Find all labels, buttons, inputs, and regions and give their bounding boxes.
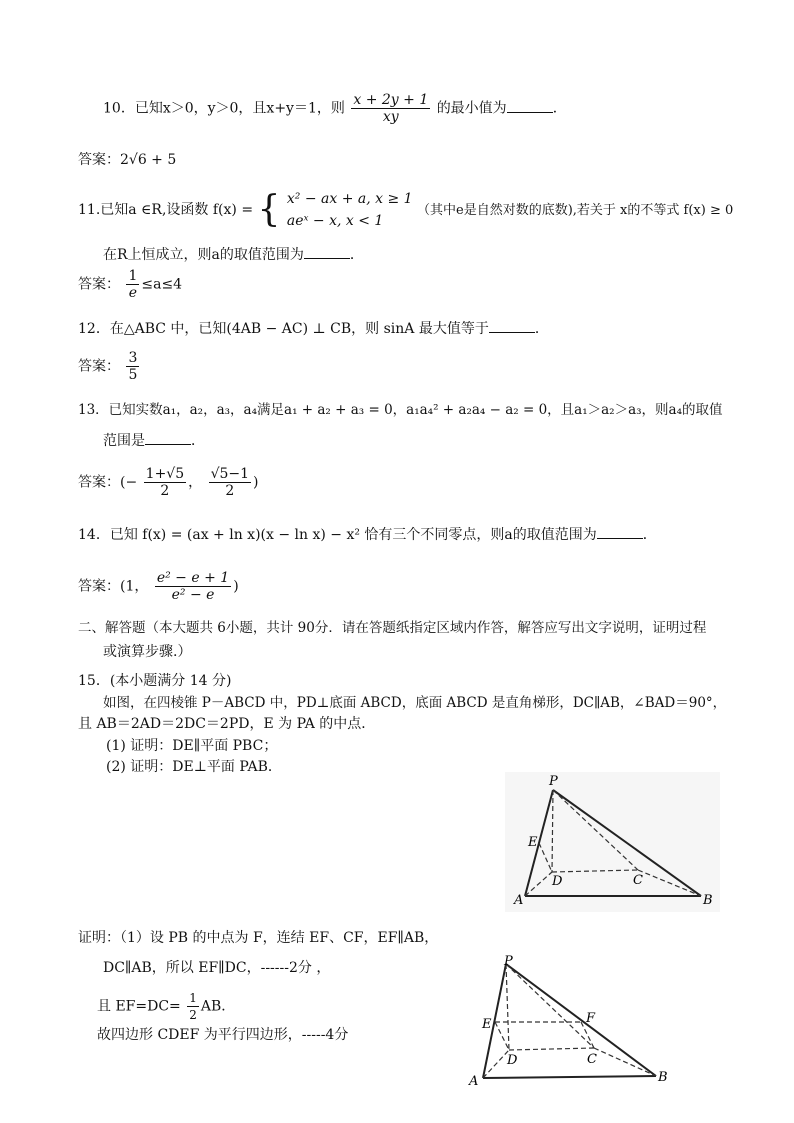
q10-frac-numerator: x + 2y + 1 <box>353 92 429 108</box>
edge-PD <box>506 964 509 1050</box>
q11-answer-numerator: 1 <box>128 268 138 284</box>
proof-text-3a: 且 EF=DC= <box>97 998 181 1015</box>
q15-heading: 15．(本小题满分 14 分) <box>78 673 232 689</box>
q11-answer-denominator: e <box>128 285 138 301</box>
q14-answer-blank <box>597 524 643 539</box>
q13-line2-text: 范围是 <box>103 433 145 449</box>
proof-frac-numerator: 1 <box>189 991 197 1005</box>
edge-AB <box>483 1076 656 1078</box>
edge-DC <box>509 1048 594 1050</box>
proof-text-4: 故四边形 CDEF 为平行四边形，-----4分 <box>97 1027 349 1043</box>
q15-subquestion-1: (1) 证明：DE∥平面 PBC； <box>106 738 278 754</box>
q15-paragraph-1: 如图，在四棱锥 P－ABCD 中，PD⊥底面 ABCD，底面 ABCD 是直角梯形，DC∥AB，∠BAD＝90°， <box>103 695 727 711</box>
q15-subquestion-2: (2) 证明：DE⊥平面 PAB． <box>106 759 282 775</box>
q11-answer-tail: ≤a≤4 <box>141 276 183 293</box>
q14-answer-label: 答案： <box>78 578 120 595</box>
label-D: D <box>507 1053 518 1068</box>
q11-tail: （其中e是自然对数的底数),若关于 x的不等式 f(x) ≥ 0 <box>417 203 734 218</box>
q12-answer-numerator: 3 <box>128 350 138 366</box>
q11-answer-label: 答案： <box>78 276 120 293</box>
q13-answer-fraction-2 <box>209 466 251 499</box>
label-A: A <box>469 1074 479 1089</box>
q13-answer-line: 答案：(− $\frac{1+√5}{2}$ ， $\frac{√5-1}{2}$ ) <box>78 466 259 499</box>
q13-answer-close: ) <box>253 474 259 491</box>
q11-line2: 在R上恒成立，则a的取值范围为 ． <box>103 244 364 265</box>
q14-answer-fraction <box>155 570 231 603</box>
q12-stem-line: 12．在△ABC 中，已知(4AB − AC) ⊥ CB，则 sinA 最大值等于 ． <box>78 318 549 339</box>
q13-stem: 13．已知实数a₁，a₂，a₃，a₄满足a₁ + a₂ + a₃ = 0，a₁a₄² + a₂a₄ − a₂ = 0，且a₁＞a₂＞a₃，则a₄的取值 <box>78 402 723 418</box>
q11-answer-blank <box>304 244 350 259</box>
q14-answer-open: (1， <box>120 578 149 595</box>
q13-stem-line <box>78 400 723 420</box>
q15-paragraph-2: 且 AB＝2AD＝2DC＝2PD，E 为 PA 的中点． <box>78 716 376 732</box>
q13-answer-numerator-2: √5−1 <box>210 466 250 482</box>
q13-answer-numerator-1: 1+√5 <box>145 466 185 482</box>
q14-stem: 14．已知 f(x) = (ax + ln x)(x − ln x) − x² 恰有三个不同零点，则a的取值范围为 <box>78 527 597 543</box>
label-P: P <box>549 774 558 789</box>
q13-line2: 范围是 ． <box>103 430 205 451</box>
proof-line-2 <box>103 958 330 978</box>
q13-answer-blank <box>145 430 191 445</box>
q11-answer-fraction <box>126 268 139 301</box>
proof-text-3b: AB． <box>200 998 236 1015</box>
label-B: B <box>658 1070 668 1085</box>
q10-answer-blank <box>507 98 553 113</box>
q12-stem: 12．在△ABC 中，已知(4AB − AC) ⊥ CB，则 sinA 最大值等于 <box>78 321 489 337</box>
q12-answer-fraction <box>126 350 139 383</box>
label-E: E <box>482 1017 492 1032</box>
proof-frac-denominator: 2 <box>189 1008 197 1022</box>
q11-answer-line <box>78 268 182 301</box>
q14-answer-numerator: e² − e + 1 <box>156 570 230 586</box>
q13-answer-label: 答案： <box>78 474 120 491</box>
q10-answer-line <box>78 150 176 170</box>
q13-answer-open: (− <box>120 474 138 491</box>
proof-text-2: DC∥AB，所以 EF∥DC，------2分 ， <box>103 960 331 976</box>
q10-answer-label: 答案： <box>78 152 120 168</box>
q10-stem: 10．已知x＞0，y＞0，且x+y＝1，则 <box>103 100 345 117</box>
q11-cases <box>287 188 413 232</box>
q10-tail: 的最小值为 <box>436 100 507 117</box>
label-A: A <box>514 893 524 908</box>
q14-stem-line: 14．已知 f(x) = (ax + ln x)(x − ln x) − x² 恰有三个不同零点，则a的取值范围为 ． <box>78 524 657 545</box>
q14-answer-line <box>78 570 239 603</box>
q11-stem-line <box>78 188 733 232</box>
label-C: C <box>587 1052 597 1067</box>
proof-text-1: 证明：（1）设 PB 的中点为 F，连结 EF、CF，EF∥AB， <box>78 930 439 946</box>
q11-case1: x² − ax + a, x ≥ 1 <box>286 191 413 207</box>
q12-answer-label: 答案： <box>78 358 120 375</box>
q14-answer-close: ) <box>233 578 239 595</box>
q10-fraction <box>351 92 430 125</box>
q11-stem: 11.已知a ∈R,设函数 f(x) = <box>78 202 254 218</box>
section2-line2: 或演算步骤.） <box>103 644 192 660</box>
edge-PB <box>506 964 656 1076</box>
q10-stem-line: 10．已知x＞0，y＞0，且x+y＝1，则 $\frac{x + 2y + 1}{xy}$ 的最小值为 ． <box>103 92 567 125</box>
q11-line2-text: 在R上恒成立，则a的取值范围为 <box>103 247 304 263</box>
q13-answer-denominator-1: 2 <box>160 483 170 499</box>
label-D: D <box>552 874 563 889</box>
label-B: B <box>703 893 713 908</box>
label-P: P <box>504 954 513 969</box>
pyramid-figure-2 <box>466 952 676 1092</box>
proof-fraction <box>187 990 199 1023</box>
q11-brace: { <box>257 189 281 230</box>
q14-answer-denominator: e² − e <box>171 587 215 603</box>
proof-line-4 <box>97 1025 348 1045</box>
proof-line-3 <box>97 990 235 1023</box>
proof-line-1 <box>78 928 438 948</box>
q12-answer-blank <box>489 318 535 333</box>
q11-case2: aeˣ − x, x < 1 <box>286 213 384 229</box>
q13-answer-denominator-2: 2 <box>225 483 235 499</box>
section2-line1: 二、解答题（本大题共 6小题，共计 90分．请在答题纸指定区域内作答，解答应写出文字说明，证明过程 <box>78 620 707 636</box>
label-C: C <box>633 873 643 888</box>
q10-frac-denominator: xy <box>382 109 399 125</box>
pyramid-figure-1 <box>505 772 720 912</box>
q10-answer: 2√6 + 5 <box>120 152 177 168</box>
edge-PC <box>506 964 594 1048</box>
q12-answer-line <box>78 350 141 383</box>
q12-answer-denominator: 5 <box>128 367 138 383</box>
q13-answer-fraction-1 <box>144 466 186 499</box>
segment-ED <box>495 1022 509 1050</box>
label-E: E <box>528 835 538 850</box>
label-F: F <box>586 1011 596 1026</box>
